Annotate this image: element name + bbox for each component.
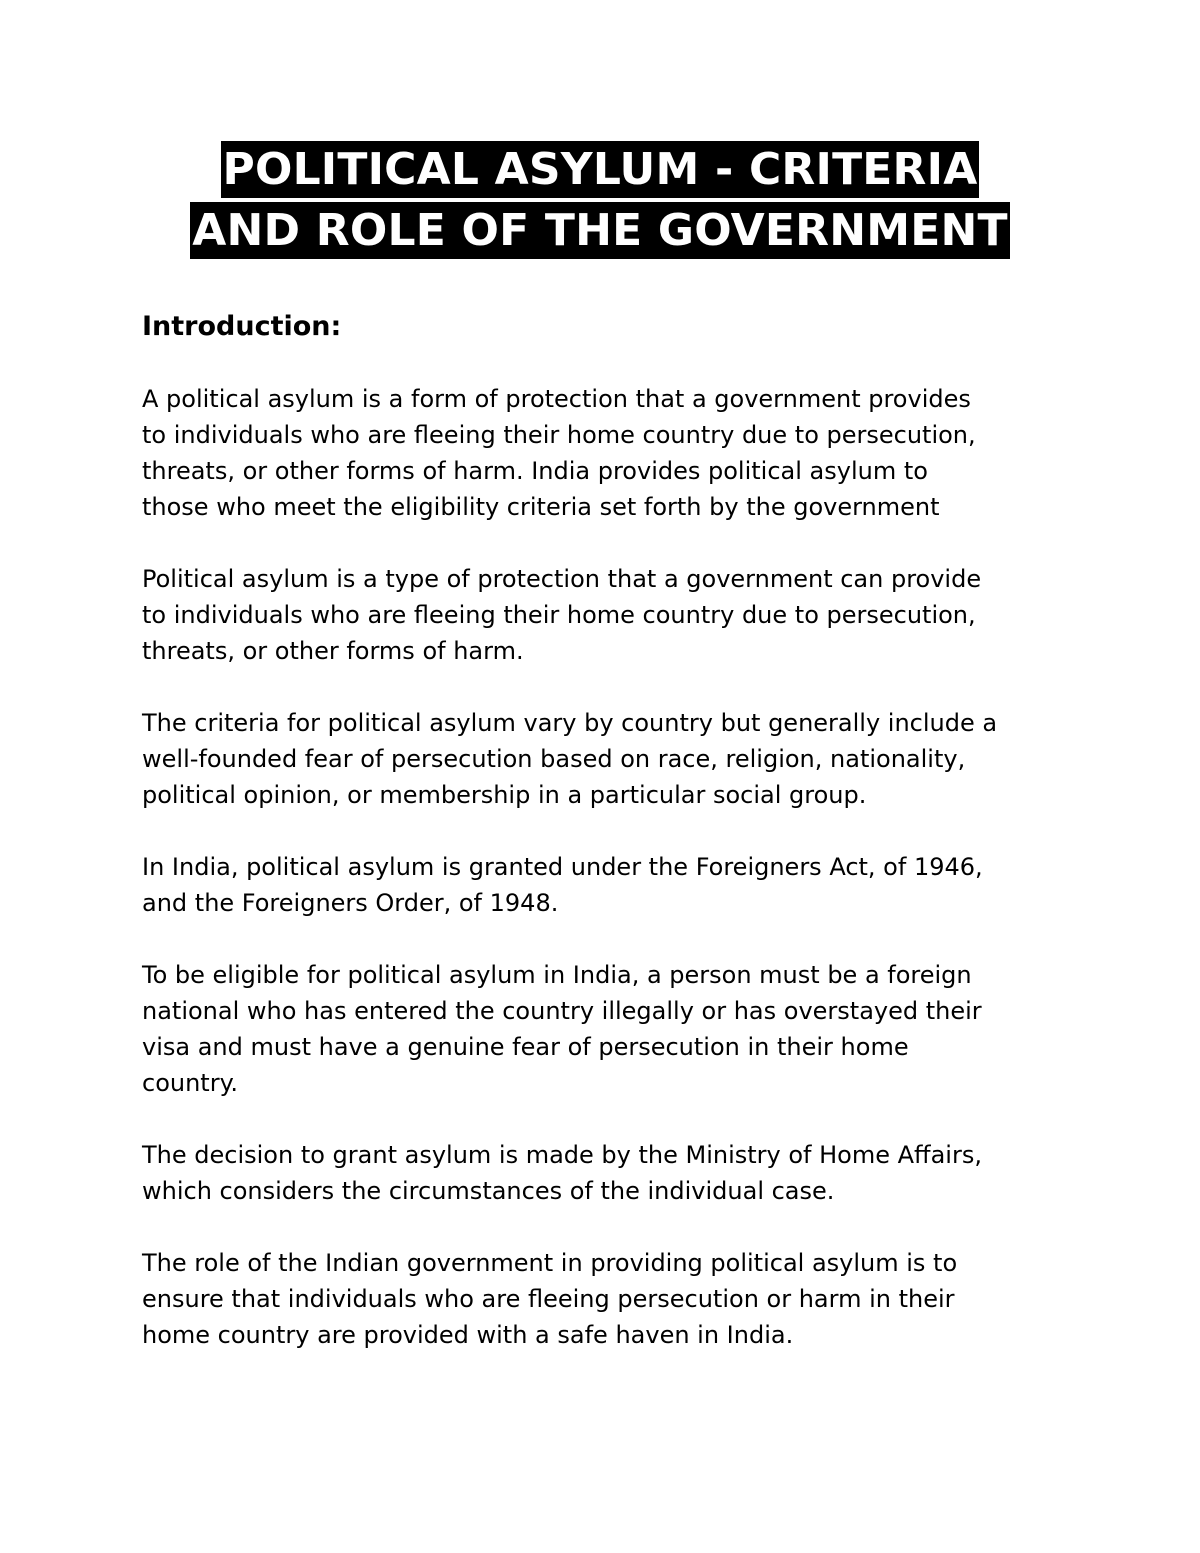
title-line-2: AND ROLE OF THE GOVERNMENT	[190, 202, 1009, 259]
document-body	[142, 307, 1072, 1389]
paragraph-2: Political asylum is a type of protection that a government can provide to individuals who are fleeing their home country due to persecution, threats, or other forms of harm.	[142, 565, 982, 665]
title-line-1: POLITICAL ASYLUM - CRITERIA	[221, 141, 980, 198]
paragraph-7: The role of the Indian government in providing political asylum is to ensure that individuals who are fleeing persecution or harm in their home country are provided with a safe haven in India.	[142, 1249, 958, 1349]
document-title	[0, 141, 1200, 263]
paragraph-5: To be eligible for political asylum in India, a person must be a foreign national who has entered the country illegally or has overstayed their visa and must have a genuine fear of persecution in their home country.	[142, 961, 982, 1097]
paragraph-4: In India, political asylum is granted under the Foreigners Act, of 1946, and the Foreigners Order, of 1948.	[142, 853, 983, 917]
paragraph-6: The decision to grant asylum is made by the Ministry of Home Affairs, which considers the circumstances of the individual case.	[142, 1141, 982, 1205]
paragraph-1: A political asylum is a form of protection that a government provides to individuals who are fleeing their home country due to persecution, threats, or other forms of harm. India provides political asylum to those who meet the eligibility criteria set forth by the government	[142, 385, 976, 521]
paragraph-3: The criteria for political asylum vary by country but generally include a well-founded fear of persecution based on race, religion, nationality, political opinion, or membership in a particular social group.	[142, 709, 998, 809]
section-heading: Introduction:	[142, 311, 342, 342]
